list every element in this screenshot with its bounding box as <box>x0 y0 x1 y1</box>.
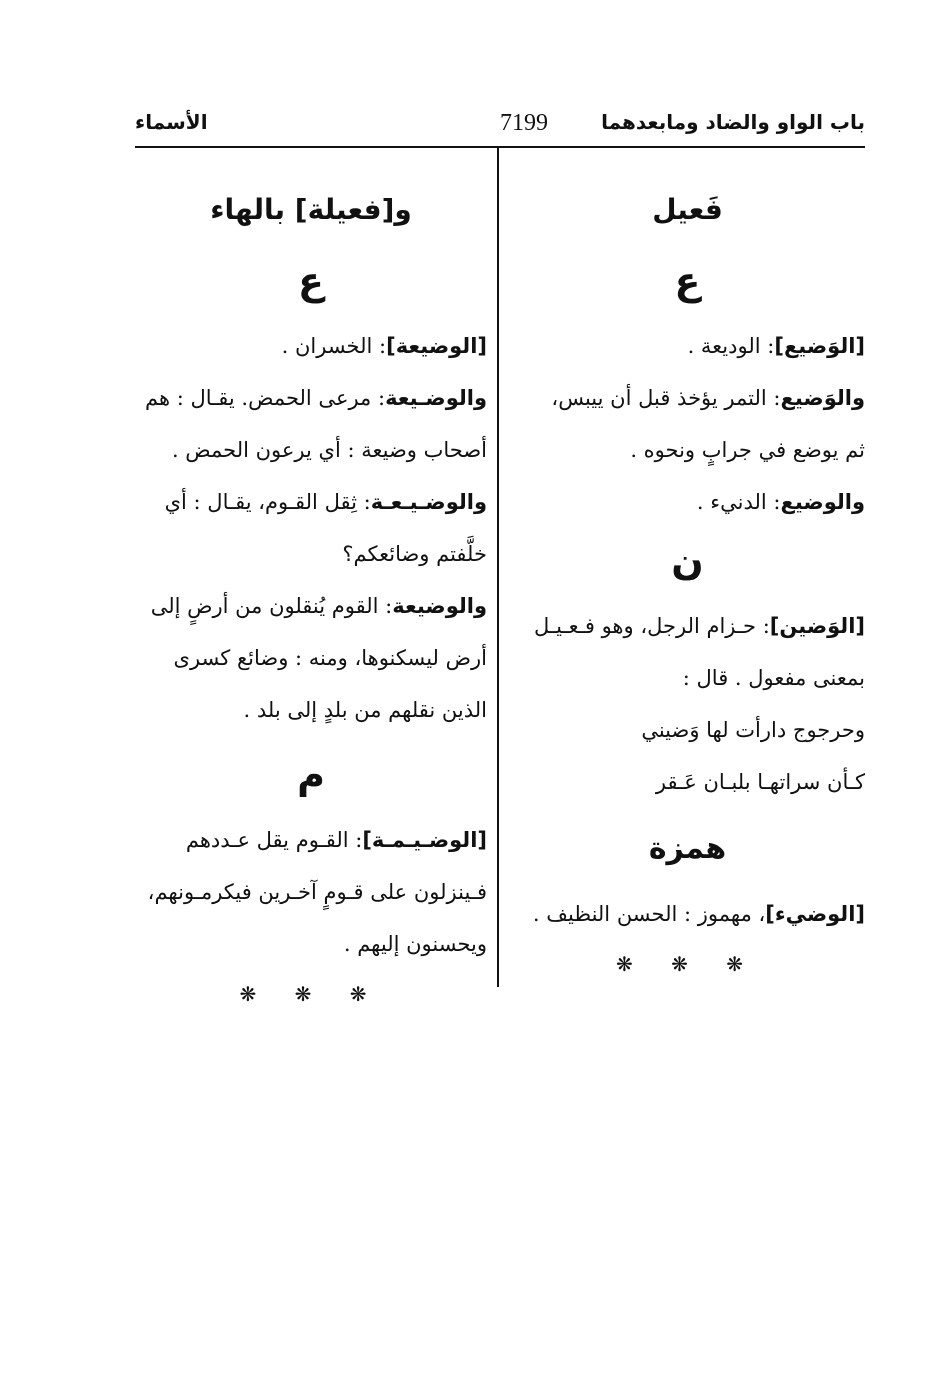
entry-text: بمعنى مفعول . قال : <box>682 666 865 690</box>
entry-text: : التمر يؤخذ قبل أن ييبس، <box>551 386 781 410</box>
entry-text: : القوم يُنقلون من أرضٍ إلى <box>150 594 393 618</box>
entry-text: : الخسران . <box>281 334 387 358</box>
column-divider <box>497 147 499 987</box>
root-letter-mim: م <box>297 753 325 797</box>
section-title: الأسماء <box>135 110 208 134</box>
left-column-heading: و[فعيلة] بالهاء <box>210 193 412 226</box>
entry-text: : الدنيء . <box>696 490 781 514</box>
entry-line <box>135 528 487 580</box>
root-letter-nun: ن <box>671 539 704 583</box>
entry-text: : حـزام الرجل، وهو فـعـيـل <box>534 614 770 638</box>
entry-text: الذين نقلهم من بلدٍ إلى بلد . <box>243 698 487 722</box>
entry-headword: والوضيعة <box>392 594 487 618</box>
entry-text: : مرعى الحمض. يقـال : هم <box>145 386 386 410</box>
entry-line <box>510 600 865 652</box>
entry-headword: والوضـيعة <box>385 386 487 410</box>
entry-text: ، مهموز : الحسن النظيف . <box>532 902 766 926</box>
entry-line <box>135 372 487 424</box>
left-column <box>135 150 487 1014</box>
entry-headword: والوضـيـعـة <box>370 490 487 514</box>
entry-text: كـأن سراتهـا بلبـان عَـقر <box>655 770 865 794</box>
page-header <box>135 108 865 144</box>
entry-line <box>510 652 865 704</box>
entry-headword: [الوَضيع] <box>774 334 865 358</box>
entry-line <box>135 632 487 684</box>
entry-line <box>135 476 487 528</box>
root-letter-hamza: همزة <box>648 831 727 866</box>
entry-text: : القـوم يقل عـددهم <box>185 828 363 852</box>
entry-text: خلَّفتم وضائعكم؟ <box>342 542 487 566</box>
right-column-heading: فَعيل <box>652 193 723 226</box>
entry-line <box>510 888 865 940</box>
entry-headword: [الوضيء] <box>765 902 865 926</box>
entry-text: أرض ليسكنوها، ومنه : وضائع كسرى <box>173 646 487 670</box>
entry-line <box>135 866 487 918</box>
entry-line <box>510 476 865 528</box>
entry-headword: والوضيع <box>780 490 865 514</box>
entry-line <box>135 814 487 866</box>
entry-headword: [الوضيعة] <box>386 334 487 358</box>
entry-text: : الوديعة . <box>687 334 775 358</box>
entry-text: ويحسنون إليهم . <box>343 932 487 956</box>
chapter-title: باب الواو والضاد ومابعدهما <box>601 110 865 134</box>
entry-line <box>135 580 487 632</box>
entry-text: فـينزلون على قـومٍ آخـرين فيكرمـونهم، <box>147 880 487 904</box>
poetry-line <box>510 756 865 808</box>
section-end-stars: ❋ ❋ ❋ <box>616 952 759 976</box>
section-end-stars: ❋ ❋ ❋ <box>239 982 383 1006</box>
poetry-line <box>510 704 865 756</box>
root-letter-ain: ع <box>298 259 324 303</box>
entry-text: أصحاب وضيعة : أي يرعون الحمض . <box>171 438 487 462</box>
entry-headword: [الوَضين] <box>769 614 865 638</box>
entry-text: وحرجوج دارأت لها وَضيني <box>641 718 865 742</box>
entry-line <box>135 684 487 736</box>
entry-line <box>510 320 865 372</box>
header-rule <box>135 146 865 148</box>
entry-line <box>135 918 487 970</box>
root-letter-ain: ع <box>674 259 701 303</box>
entry-line <box>135 424 487 476</box>
entry-text: : ثِقل القـوم، يقـال : أي <box>164 490 371 514</box>
page-number: 7199 <box>500 110 548 136</box>
entry-line <box>510 372 865 424</box>
entry-line <box>135 320 487 372</box>
entry-line <box>510 424 865 476</box>
entry-headword: [الوضـيـمـة] <box>362 828 487 852</box>
right-column <box>510 150 865 984</box>
entry-headword: والوَضيع <box>780 386 865 410</box>
entry-text: ثم يوضع في جرابٍ ونحوه . <box>630 438 865 462</box>
